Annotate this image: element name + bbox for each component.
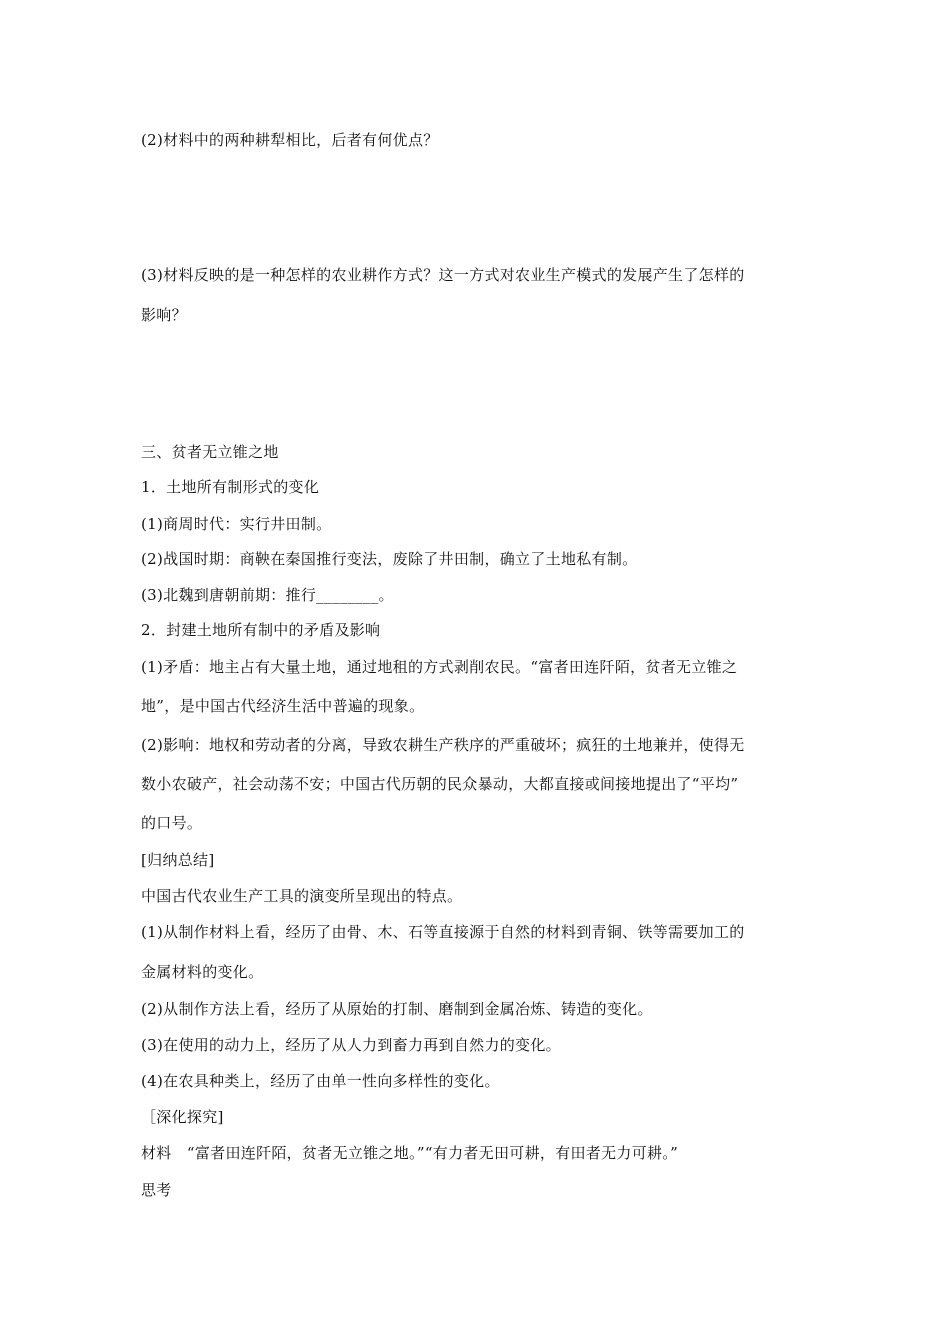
summary-item-1-line-2: 金属材料的变化。 [141, 963, 264, 981]
subsection-2-title: 2．封建土地所有制中的矛盾及影响 [141, 621, 381, 639]
question-3-line-1: (3)材料反映的是一种怎样的农业耕作方式？这一方式对农业生产模式的发展产生了怎样的 [141, 266, 745, 284]
subsection-1-item-2: (2)战国时期：商鞅在秦国推行变法，废除了井田制，确立了土地私有制。 [141, 550, 638, 568]
impact-line-3: 的口号。 [141, 814, 203, 832]
contradiction-line-1: (1)矛盾：地主占有大量土地，通过地租的方式剥削农民。“富者田连阡陌，贫者无立锥之 [141, 658, 738, 676]
summary-item-3: (3)在使用的动力上，经历了从人力到畜力再到自然力的变化。 [141, 1036, 561, 1054]
summary-heading: [归纳总结] [141, 851, 215, 869]
summary-item-4: (4)在农具种类上，经历了由单一性向多样性的变化。 [141, 1072, 500, 1090]
contradiction-line-2: 地”，是中国古代经济生活中普遍的现象。 [141, 697, 425, 715]
question-3-line-2: 影响？ [141, 306, 187, 324]
subsection-1-item-3: (3)北魏到唐朝前期：推行________。 [141, 586, 394, 604]
impact-line-2: 数小农破产，社会动荡不安；中国古代历朝的民众暴动，大都直接或间接地提出了“平均” [141, 775, 739, 793]
deep-inquiry-heading: ［深化探究] [141, 1108, 224, 1126]
subsection-1-title: 1．土地所有制形式的变化 [141, 478, 320, 496]
think-label: 思考 [141, 1181, 172, 1199]
subsection-1-item-1: (1)商周时代：实行井田制。 [141, 515, 332, 533]
summary-item-2: (2)从制作方法上看，经历了从原始的打制、磨制到金属冶炼、铸造的变化。 [141, 1000, 653, 1018]
summary-item-1-line-1: (1)从制作材料上看，经历了由骨、木、石等直接源于自然的材料到青铜、铁等需要加工的 [141, 923, 745, 941]
summary-intro: 中国古代农业生产工具的演变所呈现出的特点。 [141, 887, 463, 905]
material-quote: 材料 “富者田连阡陌，贫者无立锥之地。”“有力者无田可耕，有田者无力可耕。” [141, 1144, 679, 1162]
section-3-title: 三、贫者无立锥之地 [141, 443, 279, 461]
impact-line-1: (2)影响：地权和劳动者的分离，导致农耕生产秩序的严重破坏；疯狂的土地兼并，使得无 [141, 736, 745, 754]
question-2: (2)材料中的两种耕犁相比，后者有何优点？ [141, 131, 439, 149]
